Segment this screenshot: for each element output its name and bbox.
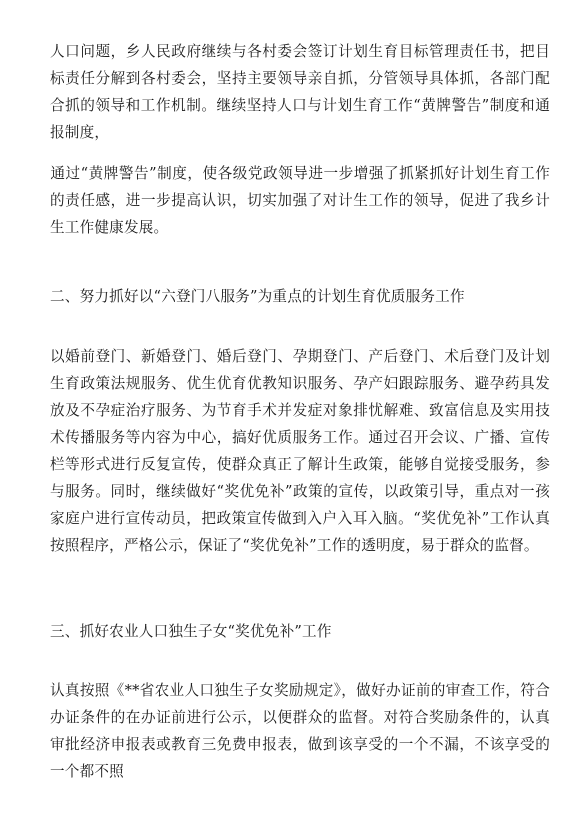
paragraph-only-child-reward-details: 认真按照《**省农业人口独生子女奖励规定》，做好办证前的审查工作，符合办证条件的在办证前进行公示，以便群众的监督。对符合奖励条件的，认真审批经济申报表或教育三免费申报表，做到该享受的一个不漏，不该享受的一个都不照	[50, 682, 550, 780]
paragraph-yellow-card-text: 通过“黄牌警告”制度，使各级党政领导进一步增强了抓紧抓好计划生育工作的责任感，进一步提高认识，切实加强了对计生工作的领导，促进了我乡计生工作健康发展。	[50, 165, 550, 236]
paragraph-population-responsibility: 人口问题，乡人民政府继续与各村委会签订计划生育目标管理责任书，把目标责任分解到各村委会，坚持主要领导亲自抓，分管领导具体抓，各部门配合抓的领导和工作机制。继续坚持人口与计划生育工作“黄牌警告”制度和通报制度，	[50, 43, 550, 141]
section-heading-only-child-reward: 三、抓好农业人口独生子女“奖优免补”工作	[50, 623, 332, 640]
paragraph-quality-service-details: 以婚前登门、新婚登门、婚后登门、孕期登门、产后登门、术后登门及计划生育政策法规服务、优生优育优教知识服务、孕产妇跟踪服务、避孕药具发放及不孕症治疗服务、为节育手术并发症对象排忧解难、致富信息及实用技术传播服务等内容为中心，搞好优质服务工作。通过召开会议、广播、宣传栏等形式进行反复宣传，使群众真正了解计生政策，能够自觉接受服务，参与服务。同时，继续做好“奖优免补”政策的宣传，以政策引导，重点对一孩家庭户进行宣传动员，把政策宣传做到入户入耳入脑。“奖优免补”工作认真按照程序，严格公示，保证了“奖优免补”工作的透明度，易于群众的监督。	[50, 348, 550, 554]
section-heading-quality-service: 二、努力抓好以“六登门八服务”为重点的计划生育优质服务工作	[50, 288, 465, 305]
paragraph-yellow-card-system	[50, 160, 550, 241]
